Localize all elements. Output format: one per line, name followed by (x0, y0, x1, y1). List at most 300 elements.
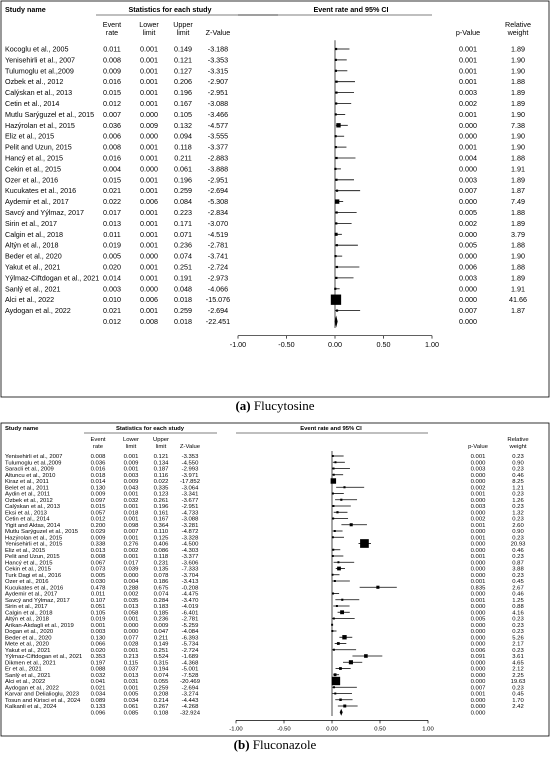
study-event-rate: 0.029 (90, 529, 106, 536)
study-lower-limit: 0.031 (123, 679, 139, 686)
study-event-rate: 0.015 (103, 175, 121, 185)
study-relative-weight: 0.23 (512, 616, 524, 623)
study-p-value: 0.000 (470, 622, 486, 629)
study-event-rate: 0.020 (103, 262, 121, 272)
study-event-rate: 0.003 (103, 284, 121, 294)
study-name: Kiraz et al., 2011 (5, 479, 49, 486)
study-point-estimate (342, 635, 346, 639)
caption-b (0, 737, 550, 753)
study-event-rate: 0.018 (90, 472, 106, 479)
study-point-estimate (335, 48, 337, 50)
study-lower-limit: 0.276 (123, 541, 139, 548)
study-p-value: 0.001 (459, 142, 477, 152)
pooled-diamond (340, 709, 343, 716)
study-relative-weight: 0.23 (512, 629, 524, 636)
pooled-upper-limit: 0.018 (174, 317, 192, 327)
study-point-estimate (336, 244, 338, 246)
study-upper-limit: 0.196 (174, 175, 192, 185)
study-event-rate: 0.022 (103, 197, 121, 207)
study-point-estimate (332, 493, 334, 495)
study-upper-limit: 0.191 (174, 273, 192, 283)
study-p-value: 0.000 (470, 629, 486, 636)
study-z-value: -3.088 (207, 99, 229, 109)
study-lower-limit: 0.000 (140, 284, 158, 294)
study-p-value: 0.000 (470, 591, 486, 598)
study-relative-weight: 20.93 (510, 541, 526, 548)
study-name: Kucukates et al., 2016 (5, 186, 77, 196)
study-name: Sirin et al., 2017 (5, 604, 48, 611)
study-z-value: -3.971 (181, 472, 199, 479)
study-lower-limit: 0.013 (123, 604, 139, 611)
study-point-estimate (339, 699, 341, 701)
study-point-estimate (333, 686, 335, 688)
study-point-estimate (331, 574, 333, 576)
study-point-estimate (332, 518, 334, 520)
x-axis-tick-label: 1.00 (425, 339, 439, 349)
study-relative-weight: 19.63 (510, 679, 526, 686)
study-point-estimate (331, 624, 333, 626)
study-p-value: 0.000 (459, 284, 477, 294)
study-upper-limit: 0.132 (174, 120, 192, 130)
study-name: Ozer et al., 2016 (5, 175, 59, 185)
study-relative-weight: 4.16 (512, 610, 524, 617)
study-relative-weight: 1.89 (511, 273, 525, 283)
study-z-value: -5.259 (181, 622, 199, 629)
study-point-estimate (331, 478, 336, 483)
x-axis-tick-label: -1.00 (229, 339, 247, 349)
study-name: Aydemir et al., 2017 (5, 197, 69, 207)
header-upper-limit-line2: limit (155, 443, 167, 450)
study-relative-weight: 4.65 (512, 660, 524, 667)
study-upper-limit: 0.186 (153, 579, 169, 586)
study-upper-limit: 0.675 (153, 585, 169, 592)
header-p-value: p-Value (455, 28, 481, 38)
study-upper-limit: 0.161 (153, 510, 169, 517)
study-name: Hancý et al., 2015 (5, 560, 53, 567)
study-relative-weight: 7.49 (511, 197, 525, 207)
study-relative-weight: 1.90 (511, 131, 525, 141)
study-point-estimate (336, 123, 340, 127)
study-lower-limit: 0.000 (123, 572, 139, 579)
x-axis-tick-label: 0.50 (376, 339, 391, 349)
study-lower-limit: 0.001 (123, 616, 139, 623)
study-p-value: 0.000 (470, 529, 486, 536)
study-z-value: -5.001 (181, 666, 199, 673)
study-p-value: 0.001 (470, 554, 486, 561)
study-z-value: -6.401 (181, 610, 199, 617)
plot-frame (1, 423, 549, 736)
study-z-value: -3.188 (207, 44, 229, 54)
study-lower-limit: 0.013 (123, 672, 139, 679)
study-z-value: -3.741 (207, 251, 229, 261)
study-point-estimate (335, 157, 337, 159)
study-p-value: 0.001 (470, 597, 486, 604)
study-name: Kucukates et al., 2016 (5, 585, 64, 592)
study-lower-limit: 0.001 (123, 554, 139, 561)
study-lower-limit: 0.001 (140, 208, 158, 218)
study-upper-limit: 0.187 (153, 466, 169, 473)
study-name: Altýn et al., 2018 (5, 616, 49, 623)
study-z-value: -3.377 (181, 554, 199, 561)
study-event-rate: 0.089 (90, 697, 106, 704)
study-lower-limit: 0.001 (140, 153, 158, 163)
study-upper-limit: 0.123 (153, 491, 169, 498)
caption-b-text: Fluconazole (252, 737, 317, 752)
study-event-rate: 0.008 (103, 55, 121, 65)
study-upper-limit: 0.211 (174, 153, 192, 163)
study-event-rate: 0.021 (90, 685, 106, 692)
study-name: Sirin et al., 2017 (5, 218, 57, 228)
study-p-value: 0.006 (470, 647, 486, 654)
study-relative-weight: 0.46 (512, 547, 524, 554)
pooled-lower-limit: 0.008 (140, 317, 158, 327)
study-upper-limit: 0.009 (153, 622, 169, 629)
study-p-value: 0.000 (470, 460, 486, 467)
study-point-estimate (334, 168, 336, 170)
study-name: Eksi et al., 2013 (5, 510, 47, 517)
header-study-name: Study name (5, 426, 39, 432)
study-event-rate: 0.007 (103, 109, 121, 119)
study-event-rate: 0.200 (90, 522, 106, 529)
study-lower-limit: 0.001 (140, 142, 158, 152)
header-relative-weight-line1: Relative (505, 20, 531, 29)
study-z-value: -2.781 (181, 616, 199, 623)
study-z-value: -2.993 (181, 466, 199, 473)
study-relative-weight: 0.23 (512, 454, 524, 461)
study-upper-limit: 0.185 (153, 610, 169, 617)
study-lower-limit: 0.017 (123, 560, 139, 567)
study-z-value: -0.208 (181, 585, 199, 592)
study-z-value: -17.852 (180, 479, 200, 486)
study-point-estimate (335, 59, 337, 61)
study-p-value: 0.000 (459, 251, 477, 261)
caption-a-text: Flucytosine (253, 398, 315, 413)
study-z-value: -5.734 (181, 641, 199, 648)
study-lower-limit: 0.001 (123, 685, 139, 692)
study-upper-limit: 0.196 (174, 88, 192, 98)
study-name: Cekin et al., 2015 (5, 566, 51, 573)
study-upper-limit: 0.251 (153, 647, 169, 654)
study-z-value: -4.550 (181, 460, 199, 467)
study-z-value: -3.088 (181, 516, 199, 523)
study-point-estimate (349, 660, 353, 664)
study-z-value: -3.606 (181, 560, 199, 567)
study-name: Tulumoglu et al.,2009 (5, 66, 74, 76)
study-event-rate: 0.019 (90, 616, 106, 623)
study-relative-weight: 0.23 (512, 647, 524, 654)
study-event-rate: 0.011 (103, 229, 121, 239)
study-lower-limit: 0.003 (123, 472, 139, 479)
study-relative-weight: 3.88 (512, 566, 524, 573)
study-name: Tosun and Kirisci et al., 2024 (5, 697, 81, 704)
study-upper-limit: 0.134 (153, 460, 169, 467)
study-event-rate: 0.130 (90, 485, 106, 492)
study-z-value: -3.274 (181, 691, 199, 698)
study-upper-limit: 0.135 (153, 566, 169, 573)
study-p-value: 0.002 (470, 516, 486, 523)
study-upper-limit: 0.074 (153, 591, 169, 598)
caption-a (0, 398, 550, 414)
study-p-value: 0.003 (470, 466, 486, 473)
study-z-value: -4.733 (181, 510, 199, 517)
study-lower-limit: 0.000 (140, 251, 158, 261)
study-point-estimate (341, 599, 343, 601)
study-relative-weight: 1.88 (511, 153, 525, 163)
study-point-estimate (339, 667, 342, 670)
study-relative-weight: 3.79 (511, 229, 525, 239)
study-p-value: 0.000 (470, 472, 486, 479)
study-z-value: -2.951 (207, 175, 229, 185)
study-point-estimate (334, 255, 336, 257)
study-p-value: 0.007 (459, 186, 477, 196)
study-relative-weight: 1.90 (511, 55, 525, 65)
study-event-rate: 0.051 (90, 604, 106, 611)
study-p-value: 0.000 (459, 120, 477, 130)
study-name: Cetin et al., 2014 (5, 99, 60, 109)
study-relative-weight: 1.90 (511, 142, 525, 152)
pooled-p-value: 0.000 (470, 710, 486, 717)
study-name: Aydogan et al., 2022 (5, 306, 71, 316)
study-lower-limit: 0.098 (123, 522, 139, 529)
study-relative-weight: 5.26 (512, 635, 524, 642)
study-z-value: -2.781 (207, 240, 229, 250)
study-lower-limit: 0.001 (140, 229, 158, 239)
study-p-value: 0.000 (470, 497, 486, 504)
header-p-value: p-Value (468, 443, 488, 450)
study-p-value: 0.000 (470, 666, 486, 673)
study-point-estimate (334, 673, 337, 676)
study-lower-limit: 0.001 (123, 504, 139, 511)
study-upper-limit: 0.074 (153, 672, 169, 679)
study-point-estimate (331, 630, 333, 632)
study-lower-limit: 0.018 (123, 510, 139, 517)
study-p-value: 0.005 (459, 240, 477, 250)
study-name: Yenisehirli et al., 2007 (5, 55, 76, 65)
study-event-rate: 0.041 (90, 679, 106, 686)
study-z-value: -2.724 (207, 262, 229, 272)
study-p-value: 0.000 (470, 672, 486, 679)
study-upper-limit: 0.251 (174, 262, 192, 272)
study-relative-weight: 0.23 (512, 504, 524, 511)
header-lower-limit-line2: limit (125, 443, 137, 450)
study-event-rate: 0.016 (103, 153, 121, 163)
study-name: Mete et al., 2020 (5, 641, 49, 648)
study-z-value: -3.353 (181, 454, 199, 461)
study-point-estimate (331, 295, 341, 305)
study-lower-limit: 0.007 (123, 529, 139, 536)
study-upper-limit: 0.236 (153, 616, 169, 623)
header-upper-limit-line1: Upper (152, 437, 170, 443)
header-plot: Event rate and 95% CI (313, 5, 389, 14)
study-event-rate: 0.197 (90, 660, 106, 667)
study-point-estimate (336, 211, 338, 213)
study-event-rate: 0.011 (103, 44, 121, 54)
study-upper-limit: 0.183 (153, 604, 169, 611)
study-lower-limit: 0.001 (140, 218, 158, 228)
study-name: Yenisehirli et al., 2007 (5, 454, 63, 461)
study-lower-limit: 0.032 (123, 497, 139, 504)
study-name: Calgin et al., 2018 (5, 610, 53, 617)
study-lower-limit: 0.001 (140, 262, 158, 272)
study-upper-limit: 0.167 (153, 516, 169, 523)
study-lower-limit: 0.006 (140, 197, 158, 207)
header-plot: Event rate and 95% CI (300, 426, 362, 432)
study-lower-limit: 0.001 (140, 240, 158, 250)
study-p-value: 0.000 (470, 679, 486, 686)
study-event-rate: 0.034 (90, 691, 106, 698)
study-event-rate: 0.066 (90, 641, 106, 648)
study-point-estimate (336, 511, 338, 513)
study-upper-limit: 0.078 (153, 572, 169, 579)
study-point-estimate (332, 549, 334, 551)
study-event-rate: 0.013 (103, 218, 121, 228)
x-axis-tick-label: 1.00 (422, 726, 434, 733)
study-name: Yýlmaz-Ciftdogan et al., 2021 (5, 273, 100, 283)
study-relative-weight: 1.32 (512, 510, 524, 517)
study-p-value: 0.007 (459, 306, 477, 316)
study-event-rate: 0.005 (90, 572, 106, 579)
study-event-rate: 0.073 (90, 566, 106, 573)
study-relative-weight: 1.70 (512, 697, 524, 704)
study-lower-limit: 0.001 (140, 44, 158, 54)
study-upper-limit: 0.315 (153, 660, 169, 667)
study-upper-limit: 0.055 (153, 679, 169, 686)
study-z-value: -4.268 (181, 704, 199, 711)
study-lower-limit: 0.005 (123, 691, 139, 698)
study-name: Ozer et al., 2016 (5, 579, 49, 586)
study-name: Altýn et al., 2018 (5, 240, 59, 250)
study-p-value: 0.000 (459, 295, 477, 305)
study-relative-weight: 0.46 (512, 472, 524, 479)
study-z-value: -4.475 (181, 591, 199, 598)
study-upper-limit: 0.061 (174, 164, 192, 174)
study-upper-limit: 0.127 (174, 66, 192, 76)
study-name: Tulumoglu et al.,2009 (5, 460, 62, 467)
study-lower-limit: 0.001 (140, 99, 158, 109)
study-relative-weight: 0.45 (512, 691, 524, 698)
header-relative-weight-line1: Relative (507, 437, 529, 443)
study-p-value: 0.835 (470, 585, 486, 592)
study-lower-limit: 0.037 (123, 666, 139, 673)
study-relative-weight: 2.67 (512, 585, 524, 592)
study-relative-weight: 0.23 (512, 516, 524, 523)
study-lower-limit: 0.001 (140, 306, 158, 316)
study-name: Yigit and Aktas, 2014 (5, 522, 61, 529)
study-z-value: -4.066 (207, 284, 229, 294)
study-p-value: 0.001 (459, 44, 477, 54)
study-event-rate: 0.009 (90, 535, 106, 542)
study-lower-limit: 0.001 (140, 186, 158, 196)
study-z-value: -4.368 (181, 660, 199, 667)
study-point-estimate (333, 649, 335, 651)
study-upper-limit: 0.211 (153, 635, 169, 642)
study-lower-limit: 0.115 (123, 660, 139, 667)
study-name: Arikan-Akdagli et al., 2019 (5, 622, 74, 629)
pooled-event-rate: 0.012 (103, 317, 121, 327)
study-event-rate: 0.006 (103, 131, 121, 141)
study-name: Sanlý et al., 2021 (5, 672, 51, 679)
study-event-rate: 0.009 (90, 491, 106, 498)
study-relative-weight: 0.23 (512, 685, 524, 692)
study-upper-limit: 0.110 (153, 529, 169, 536)
study-point-estimate (334, 135, 336, 137)
study-point-estimate (335, 146, 337, 148)
study-name: Kalkanli et al., 2024 (5, 704, 57, 711)
study-name: Aydin et al., 2011 (5, 491, 50, 498)
study-p-value: 0.000 (470, 510, 486, 517)
study-upper-limit: 0.259 (174, 306, 192, 316)
study-point-estimate (332, 555, 334, 557)
study-point-estimate (336, 266, 338, 268)
study-upper-limit: 0.208 (153, 691, 169, 698)
study-upper-limit: 0.214 (153, 697, 169, 704)
study-point-estimate (376, 586, 379, 589)
study-name: Dikmen et al., 2021 (5, 660, 56, 667)
study-event-rate: 0.008 (90, 454, 106, 461)
study-event-rate: 0.130 (90, 635, 106, 642)
study-upper-limit: 0.364 (153, 522, 169, 529)
study-z-value: -4.019 (181, 604, 199, 611)
study-z-value: -20.469 (180, 679, 200, 686)
study-name: Saracli et al., 2009 (5, 466, 54, 473)
study-name: Mutlu Sarýguzel et al., 2015 (5, 109, 95, 119)
study-upper-limit: 0.105 (174, 109, 192, 119)
study-p-value: 0.002 (470, 485, 486, 492)
header-event-rate-line2: rate (92, 443, 104, 450)
study-upper-limit: 0.118 (153, 554, 169, 561)
study-relative-weight: 1.87 (511, 186, 525, 196)
study-z-value: -3.704 (181, 572, 199, 579)
study-relative-weight: 2.12 (512, 666, 524, 673)
study-upper-limit: 0.118 (174, 142, 192, 152)
study-upper-limit: 0.048 (174, 284, 192, 294)
study-event-rate: 0.036 (103, 120, 121, 130)
study-z-value: -2.694 (207, 306, 229, 316)
study-event-rate: 0.005 (103, 251, 121, 261)
study-upper-limit: 0.259 (153, 685, 169, 692)
study-name: Pelit and Uzun, 2015 (5, 142, 72, 152)
study-point-estimate (336, 190, 338, 192)
study-relative-weight: 2.42 (512, 704, 524, 711)
study-point-estimate (337, 561, 339, 563)
study-name: Yenisehirli et al., 2015 (5, 541, 63, 548)
study-lower-limit: 0.002 (123, 547, 139, 554)
study-upper-limit: 0.086 (153, 547, 169, 554)
study-relative-weight: 2.60 (512, 522, 524, 529)
study-relative-weight: 1.26 (512, 497, 524, 504)
header-study-name: Study name (5, 5, 46, 14)
study-p-value: 0.001 (459, 66, 477, 76)
study-relative-weight: 0.23 (512, 535, 524, 542)
study-lower-limit: 0.001 (123, 647, 139, 654)
study-p-value: 0.000 (470, 541, 486, 548)
study-point-estimate (335, 277, 337, 279)
study-event-rate: 0.008 (90, 554, 106, 561)
study-event-rate: 0.009 (103, 66, 121, 76)
study-lower-limit: 0.001 (123, 454, 139, 461)
study-p-value: 0.000 (470, 560, 486, 567)
study-lower-limit: 0.001 (140, 55, 158, 65)
study-upper-limit: 0.018 (174, 295, 192, 305)
study-point-estimate (335, 102, 337, 104)
caption-a-label: (a) (235, 398, 251, 413)
study-z-value: -3.328 (181, 535, 199, 542)
study-name: Karvar and Delialioglu, 2023 (5, 691, 80, 698)
study-lower-limit: 0.058 (123, 610, 139, 617)
study-p-value: 0.000 (470, 604, 486, 611)
study-relative-weight: 8.25 (512, 479, 524, 486)
study-lower-limit: 0.043 (123, 485, 139, 492)
